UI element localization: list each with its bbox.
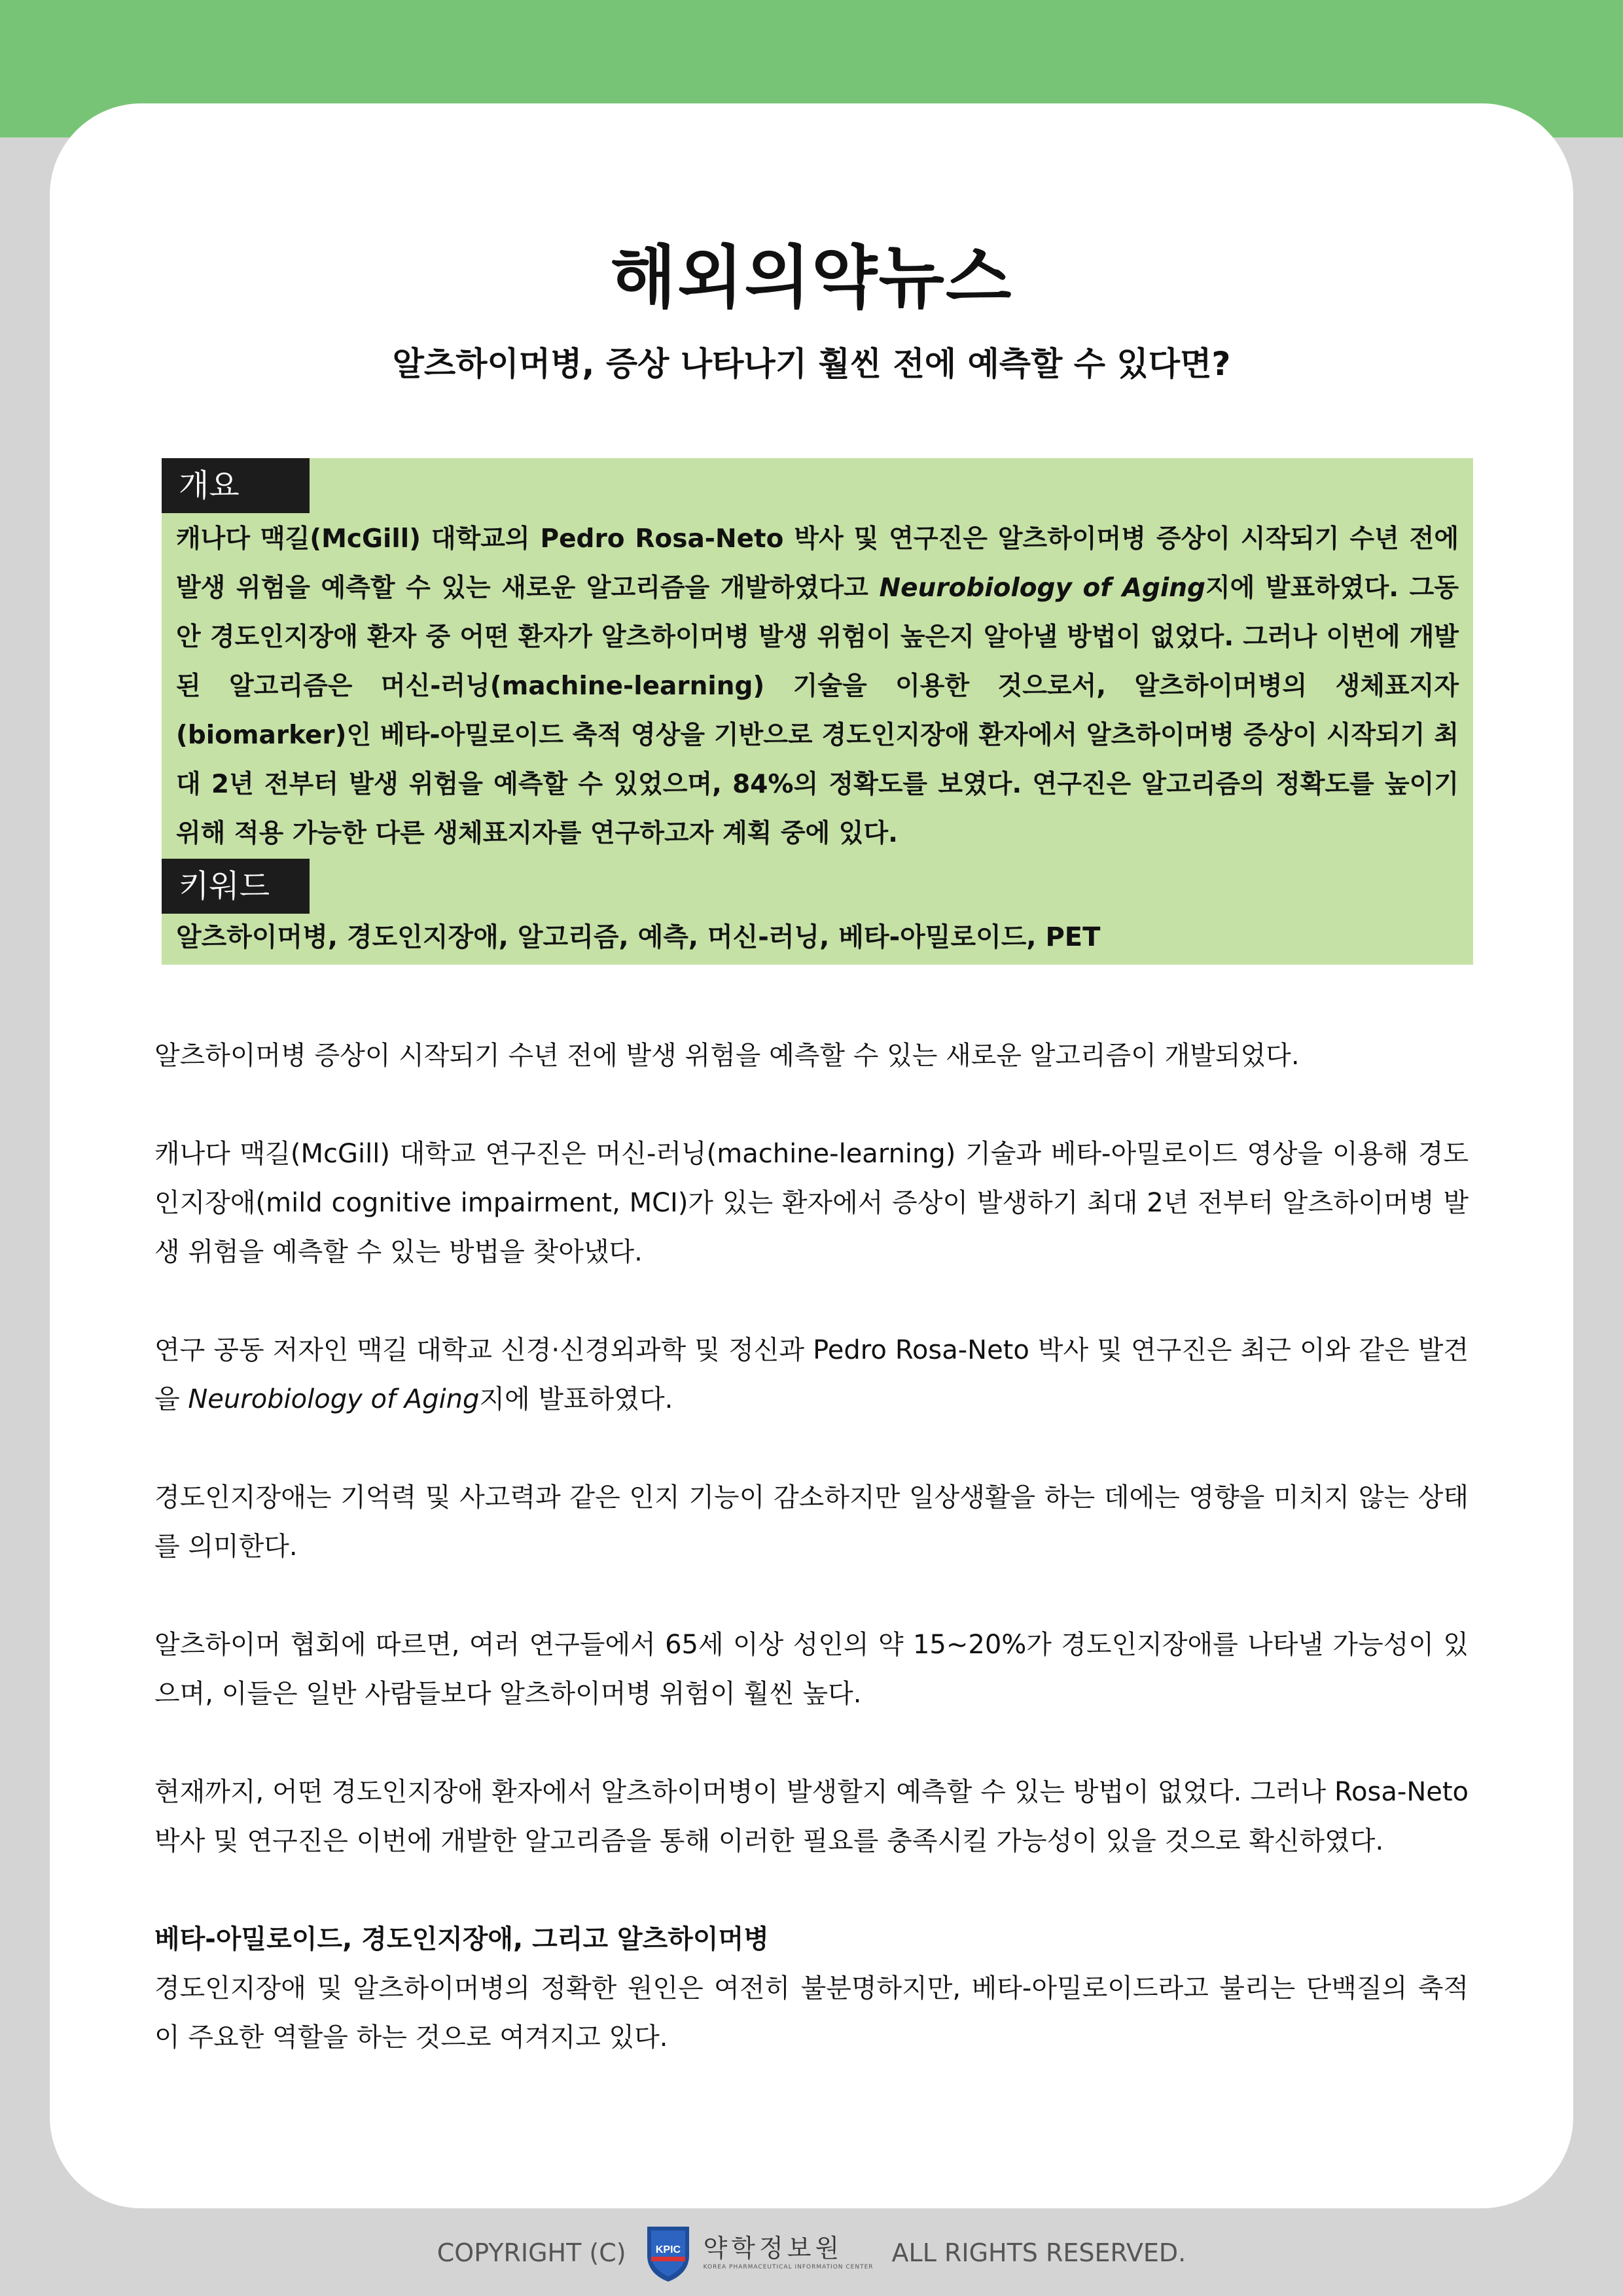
article-paragraph-4: 경도인지장애는 기억력 및 사고력과 같은 인지 기능이 감소하지만 일상생활을 하는 데에는 영향을 미치지 않는 상태를 의미한다. (154, 1482, 1469, 1562)
overview-label: 개요 (162, 458, 310, 513)
overview-text-part1: 캐나다 맥길(McGill) 대학교의 Pedro Rosa-Neto 박사 및 연구진은 알츠하이머병 증상이 시작되기 수년 전에 발생 위험을 예측할 수 있는 새로운 알고리즘을 개발하였다고 (176, 524, 1459, 603)
paragraph-3-journal-name: Neurobiology of Aging (188, 1384, 480, 1414)
keywords-text: 알츠하이머병, 경도인지장애, 알고리즘, 예측, 머신-러닝, 베타-아밀로이드, PET (176, 922, 1101, 952)
summary-box (162, 458, 1473, 965)
article-paragraph-5: 알츠하이머 협회에 따르면, 여러 연구들에서 65세 이상 성인의 약 15~20%가 경도인지장애를 나타낼 가능성이 있으며, 이들은 일반 사람들보다 알츠하이머병 위험이 훨씬 높다. (154, 1630, 1469, 1709)
article-headline: 알츠하이머병, 증상 나타나기 훨씬 전에 예측할 수 있다면? (392, 345, 1231, 383)
article-paragraph-6: 현재까지, 어떤 경도인지장애 환자에서 알츠하이머병이 발생할지 예측할 수 있는 방법이 없었다. 그러나 Rosa-Neto 박사 및 연구진은 이번에 개발한 알고리즘을 통해 이러한 필요를 충족시킬 가능성이 있을 것으로 확신하였다. (154, 1777, 1469, 1856)
section-heading: 베타-아밀로이드, 경도인지장애, 그리고 알츠하이머병 (154, 1924, 769, 1954)
article-paragraph-3 (154, 1326, 1469, 1424)
article-paragraph-1: 알츠하이머병 증상이 시작되기 수년 전에 발생 위험을 예측할 수 있는 새로운 알고리즘이 개발되었다. (154, 1041, 1300, 1071)
rights-text: ALL RIGHTS RESERVED. (891, 2238, 1186, 2267)
overview-text (176, 514, 1459, 858)
page-title: 해외의약뉴스 (610, 238, 1013, 317)
kpic-logo (645, 2223, 874, 2283)
copyright-text: COPYRIGHT (C) (437, 2238, 626, 2267)
paragraph-3-part2: 지에 발표하였다. (479, 1384, 673, 1414)
kpic-shield-icon (645, 2223, 692, 2283)
keywords-label: 키워드 (162, 859, 310, 914)
overview-text-part2: 지에 발표하였다. 그동안 경도인지장애 환자 중 어떤 환자가 알츠하이머병 발생 위험이 높은지 알아낼 방법이 없었다. 그러나 이번에 개발된 알고리즘은 머신-러닝(machine-learning) 기술을 이용한 것으로서, 알츠하이머병의 생체표지자(biomarker)인 베타-아밀로이드 축적 영상을 기반으로 경도인지장애 환자에서 알츠하이머병 증상이 시작되기 최대 2년 전부터 발생 위험을 예측할 수 있었으며, 84%의 정확도를 보였다. 연구진은 알고리즘의 정확도를 높이기 위해 적용 가능한 다른 생체표지자를 연구하고자 계획 중에 있다. (176, 573, 1459, 848)
org-name-english: KOREA PHARMACEUTICAL INFORMATION CENTER (703, 2264, 874, 2270)
article-body (154, 1031, 1469, 2062)
footer (0, 2220, 1623, 2286)
article-paragraph-2: 캐나다 맥길(McGill) 대학교 연구진은 머신-러닝(machine-learning) 기술과 베타-아밀로이드 영상을 이용해 경도인지장애(mild cognitive impairment, MCI)가 있는 환자에서 증상이 발생하기 최대 2년 전부터 알츠하이머병 발생 위험을 예측할 수 있는 방법을 찾아냈다. (154, 1139, 1469, 1267)
overview-journal-name: Neurobiology of Aging (879, 573, 1205, 603)
logo-text-block (704, 2234, 874, 2272)
kpic-logo-text: KPIC (655, 2244, 681, 2255)
org-name: 약학정보원 (703, 2234, 844, 2263)
paragraph-3-part1: 연구 공동 저자인 맥길 대학교 신경·신경외과학 및 정신과 Pedro Rosa-Neto 박사 및 연구진은 최근 이와 같은 발견을 (154, 1335, 1469, 1414)
article-paragraph-7: 경도인지장애 및 알츠하이머병의 정확한 원인은 여전히 불분명하지만, 베타-아밀로이드라고 불리는 단백질의 축적이 주요한 역할을 하는 것으로 여겨지고 있다. (154, 1973, 1469, 2053)
